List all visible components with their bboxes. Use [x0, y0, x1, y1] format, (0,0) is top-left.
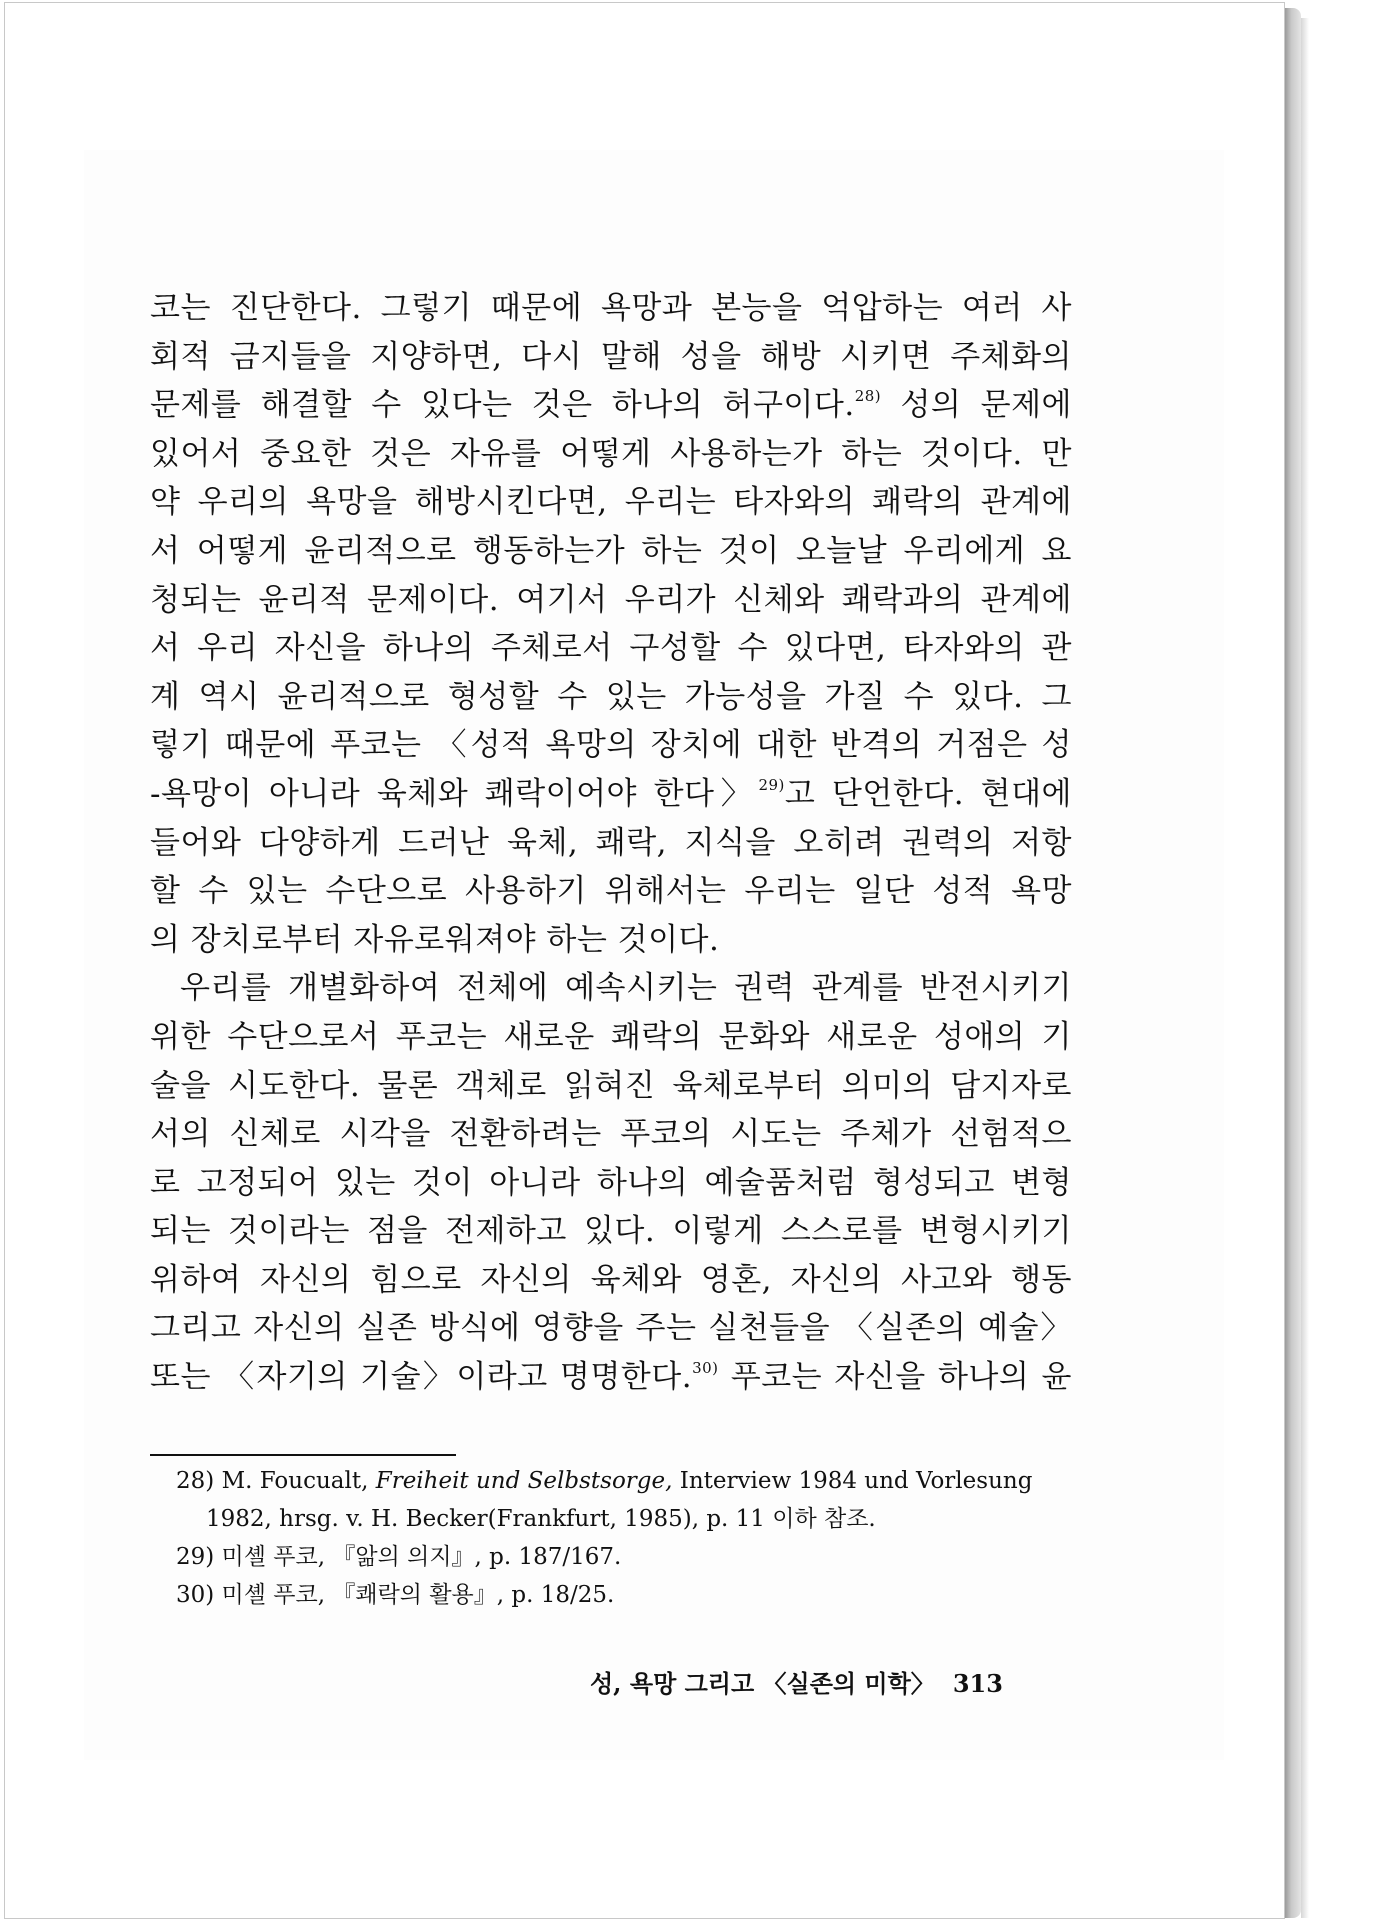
text-line: 들어와 다양하게 드러난 육체, 쾌락, 지식을 오히려 권력의 저항 [150, 824, 1072, 861]
text-segment: 또는 〈자기의 기술〉이라고 명명한다. [150, 1359, 693, 1396]
text-segment: 푸코는 자신을 하나의 윤 [730, 1359, 1072, 1396]
footnote-title: Freiheit und Selbstsorge, [375, 1468, 673, 1494]
text-segment: 성의 문제에 [900, 387, 1072, 424]
text-line: 있어서 중요한 것은 자유를 어떻게 사용하는가 하는 것이다. 만 [150, 435, 1072, 472]
text-line: 의 장치로부터 자유로워져야 하는 것이다. [150, 921, 720, 958]
text-line: 할 수 있는 수단으로 사용하기 위해서는 우리는 일단 성적 욕망 [150, 873, 1072, 910]
footnote-author: M. Foucualt, [221, 1468, 369, 1494]
text-line: 되는 것이라는 점을 전제하고 있다. 이렇게 스스로를 변형시키기 [150, 1213, 1072, 1250]
footnote-ref-30: 30) [692, 1359, 719, 1378]
text-line: 약 우리의 욕망을 해방시킨다면, 우리는 타자와의 쾌락의 관계에 [150, 484, 1072, 521]
footnote-ref-28: 28) [854, 387, 882, 406]
text-line [150, 770, 1072, 819]
page-shadow [1301, 18, 1309, 1918]
text-line: 우리를 개별화하여 전체에 예속시키는 권력 관계를 반전시키기 [180, 970, 1072, 1007]
text-line: 그리고 자신의 실존 방식에 영향을 주는 실천들을 〈실존의 예술〉 [150, 1310, 1072, 1347]
footnote-28-continued: 1982, hrsg. v. H. Becker(Frankfurt, 1985), p. 11 이하 참조. [206, 1506, 876, 1532]
text-line: 계 역시 윤리적으로 형성할 수 있는 가능성을 가질 수 있다. 그 [150, 678, 1072, 715]
text-line: 코는 진단한다. 그렇기 때문에 욕망과 본능을 억압하는 여러 사 [150, 290, 1072, 326]
text-line: 위하여 자신의 힘으로 자신의 육체와 영혼, 자신의 사고와 행동 [150, 1261, 1072, 1298]
text-segment: -욕망이 아니라 육체와 쾌락이어야 한다〉 [150, 775, 759, 812]
footnote-30: 30) 미셸 푸코, 『쾌락의 활용』, p. 18/25. [176, 1582, 615, 1608]
body-text [150, 284, 1072, 1402]
footnote-text: Interview 1984 und Vorlesung [679, 1468, 1033, 1494]
text-line: 위한 수단으로서 푸코는 새로운 쾌락의 문화와 새로운 성애의 기 [150, 1018, 1072, 1055]
text-line: 서 어떻게 윤리적으로 행동하는가 하는 것이 오늘날 우리에게 요 [150, 532, 1072, 569]
footnote-29: 29) 미셸 푸코, 『앎의 의지』, p. 187/167. [176, 1544, 622, 1570]
text-line: 청되는 윤리적 문제이다. 여기서 우리가 신체와 쾌락과의 관계에 [150, 581, 1072, 618]
text-line: 술을 시도한다. 물론 객체로 읽혀진 육체로부터 의미의 담지자로 [150, 1067, 1072, 1104]
text-line: 로 고정되어 있는 것이 아니라 하나의 예술품처럼 형성되고 변형 [150, 1164, 1072, 1201]
footnote-ref-29: 29) [758, 775, 785, 794]
page-stack-edge [1285, 8, 1301, 1918]
running-title: 성, 욕망 그리고 〈실존의 미학〉 [590, 1669, 935, 1698]
text-line: 회적 금지들을 지양하면, 다시 말해 성을 해방 시키면 주체화의 [150, 338, 1072, 375]
text-line [150, 1353, 1072, 1402]
footnote-divider [150, 1454, 456, 1456]
text-segment: 문제를 해결할 수 있다는 것은 하나의 허구이다. [150, 387, 855, 424]
text-line: 서의 신체로 시각을 전환하려는 푸코의 시도는 주체가 선험적으 [150, 1116, 1072, 1153]
page-number: 313 [952, 1669, 1003, 1698]
footnote-28 [176, 1462, 1072, 1500]
text-line: 서 우리 자신을 하나의 주체로서 구성할 수 있다면, 타자와의 관 [150, 630, 1072, 667]
footnote-number: 28) [176, 1468, 215, 1494]
footnotes [176, 1462, 1072, 1614]
text-line [150, 381, 1072, 430]
running-footer [590, 1664, 1050, 1699]
text-line: 렇기 때문에 푸코는 〈성적 욕망의 장치에 대한 반격의 거점은 성 [150, 727, 1072, 764]
text-segment: 고 단언한다. 현대에 [784, 775, 1072, 812]
